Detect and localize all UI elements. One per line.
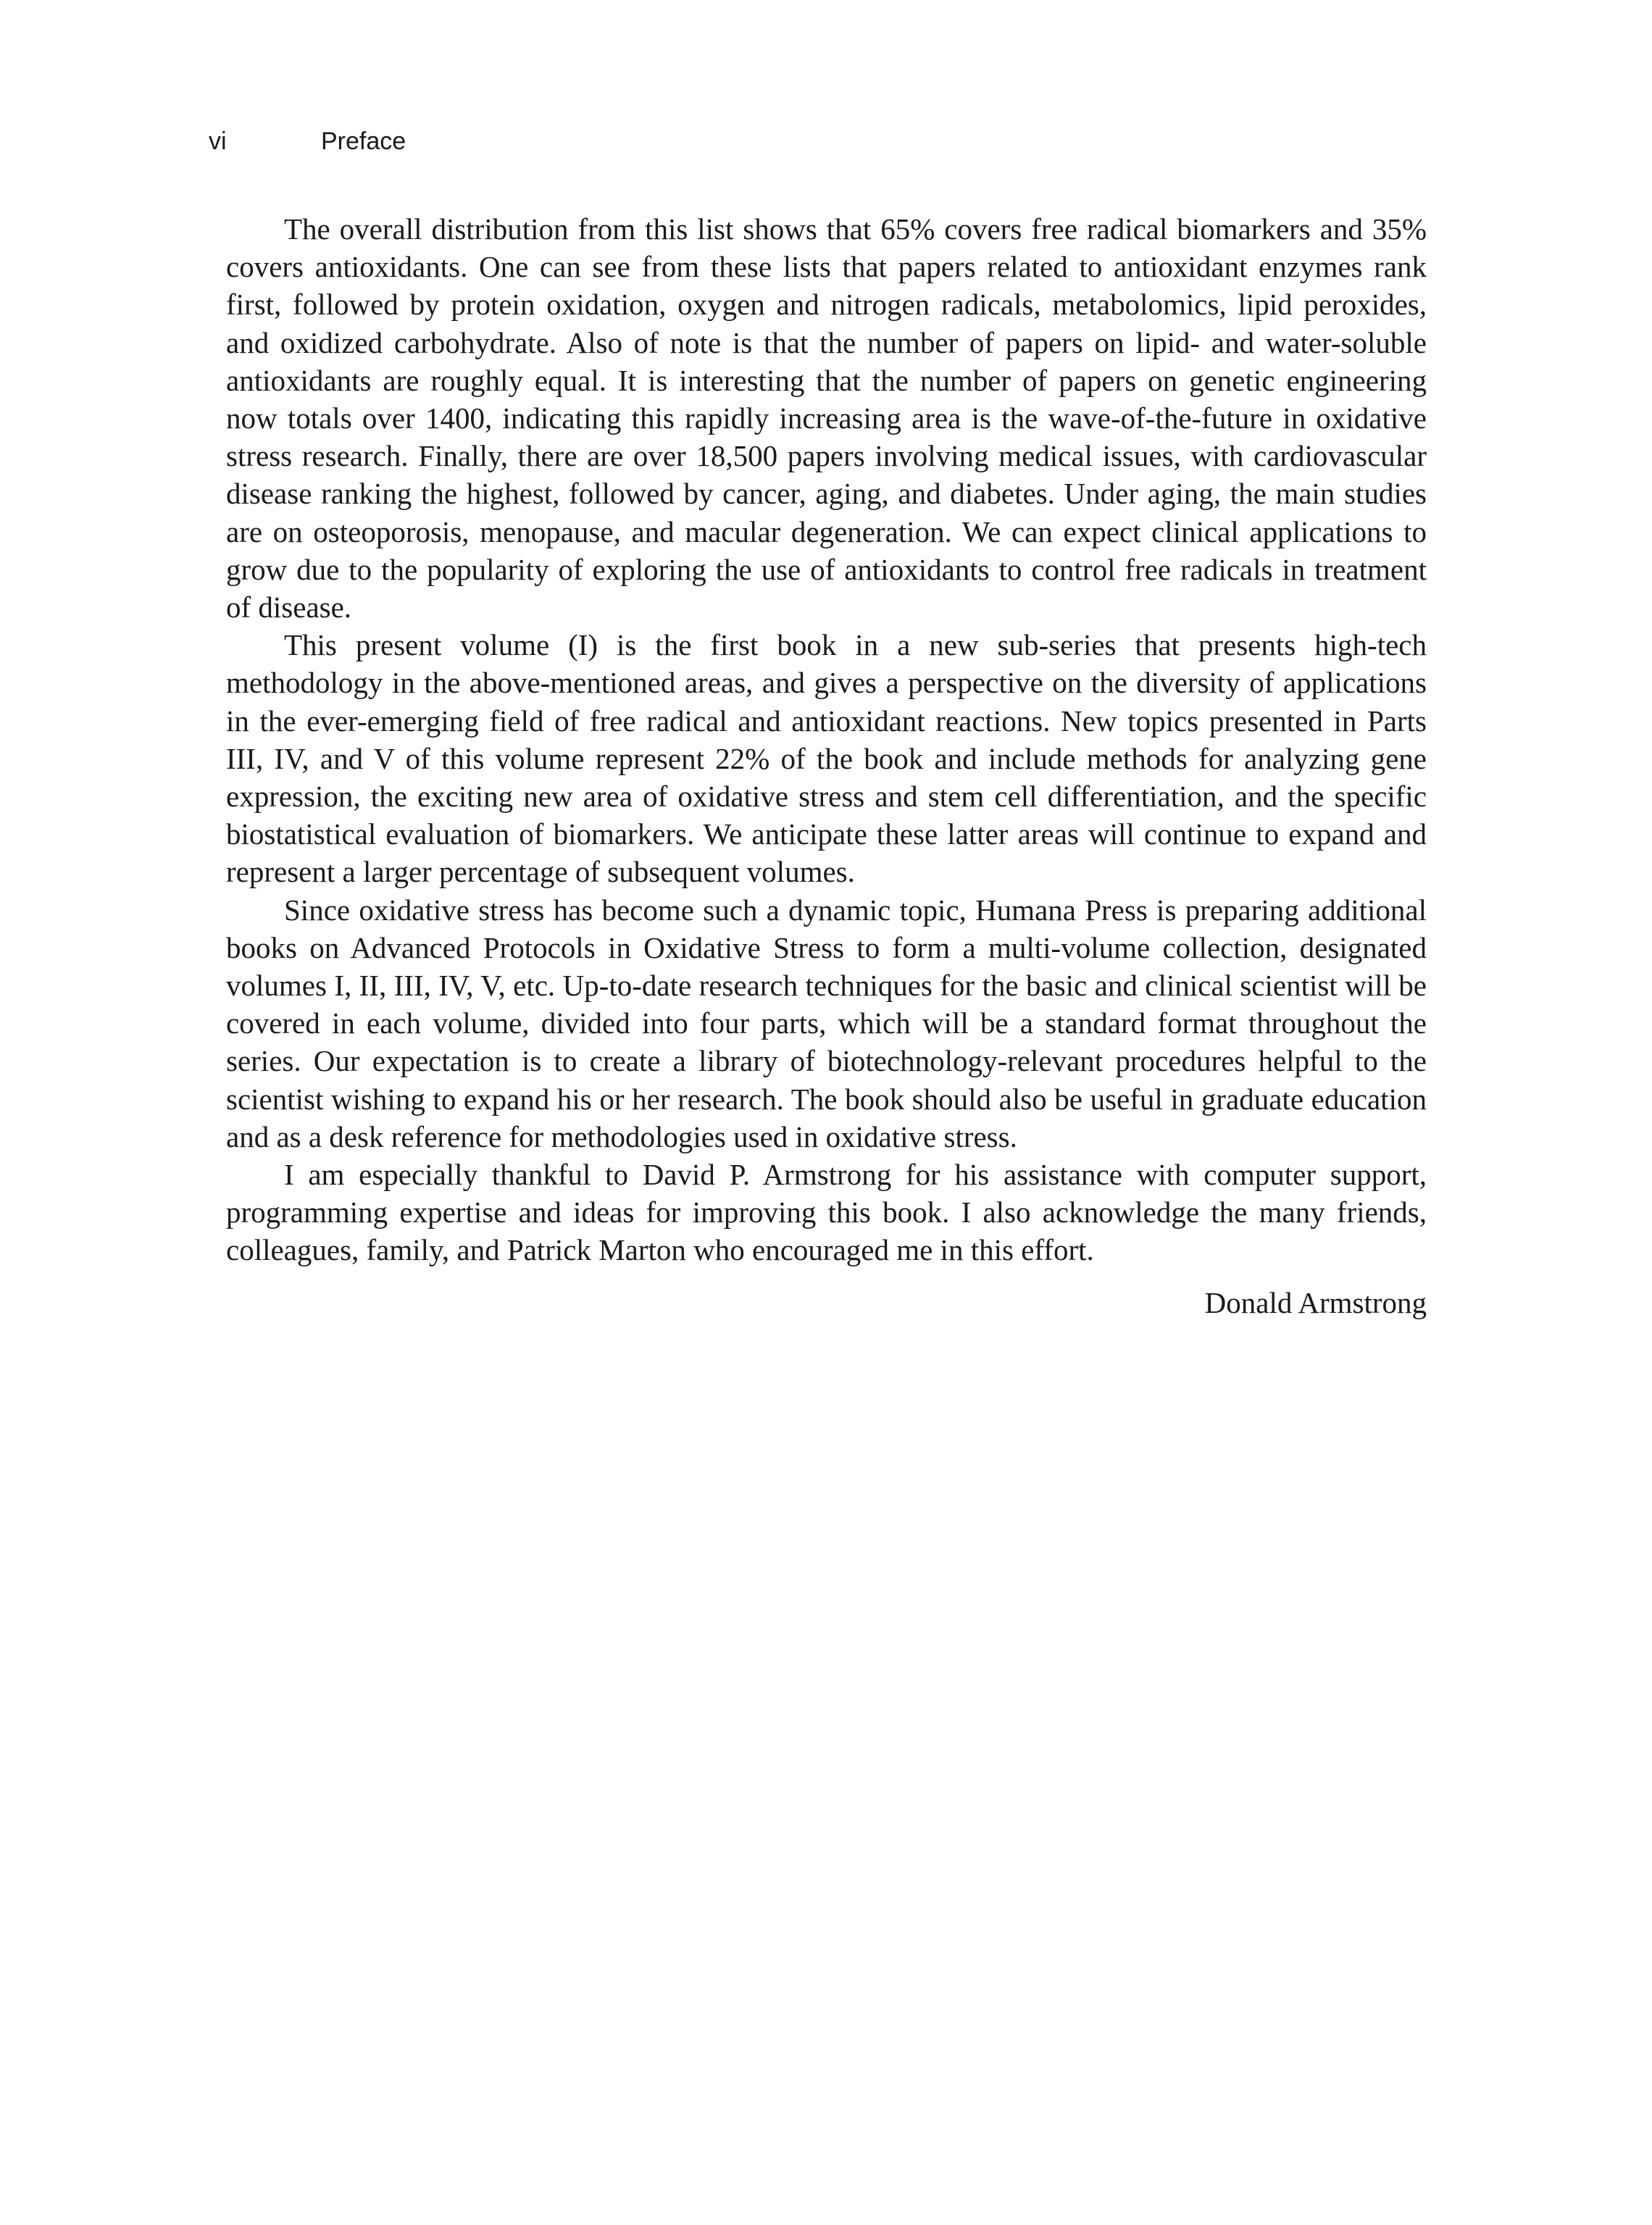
paragraph-present-volume: This present volume (I) is the first book in a new sub-series that presents high-tech methodology in the above-mentioned areas, and gives a perspective on the diversity of applications in the ever-emerging field of free radical and antioxidant reactions. New topics presented in Parts III, IV, and V of this volume represent 22% of the book and include methods for analyzing gene expression, the exciting new area of oxidative stress and stem cell differentiation, and the specific biostatistical evaluation of biomarkers. We anticipate these latter areas will continue to expand and represent a larger percentage of subsequent volumes.: [226, 628, 1427, 889]
paragraph-series: Since oxidative stress has become such a dynamic topic, Humana Press is preparing additional books on Advanced Protocols in Oxidative Stress to form a multi-volume collection, designated volumes I, II, III, IV, V, etc. Up-to-date research techniques for the basic and clinical scientist will be covered in each volume, divided into four parts, which will be a standard format throughout the series. Our expectation is to create a library of biotechnology-relevant procedures helpful to the scientist wishing to expand his or her research. The book should also be useful in graduate education and as a desk reference for methodologies used in oxidative stress.: [226, 893, 1427, 1153]
page-number: vi: [209, 128, 227, 155]
author-signature: Donald Armstrong: [1204, 1285, 1427, 1319]
preface-body: [226, 210, 1427, 1322]
paragraph-distribution: The overall distribution from this list shows that 65% covers free radical biomarkers and 35% covers antioxidants. One can see from these lists that papers related to antioxidant enzymes rank first, followed by protein oxidation, oxygen and nitrogen radicals, metabolomics, lipid peroxides, and oxidized carbohydrate. Also of note is that the number of papers on lipid- and water-soluble antioxidants are roughly equal. It is interesting that the number of papers on genetic engineering now totals over 1400, indicating this rapidly increasing area is the wave-of-the-future in oxidative stress research. Finally, there are over 18,500 papers involving medical issues, with cardiovascular disease ranking the highest, followed by cancer, aging, and diabetes. Under aging, the main studies are on osteoporosis, menopause, and macular degeneration. We can expect clinical applications to grow due to the popularity of exploring the use of antioxidants to control free radicals in treatment of disease.: [226, 212, 1427, 625]
section-title: Preface: [321, 128, 406, 155]
paragraph-acknowledgments: I am especially thankful to David P. Armstrong for his assistance with computer support, programming expertise and ideas for improving this book. I also acknowledge the many friends, colleagues, family, and Patrick Marton who encouraged me in this effort.: [226, 1158, 1427, 1267]
running-head: [209, 129, 406, 154]
